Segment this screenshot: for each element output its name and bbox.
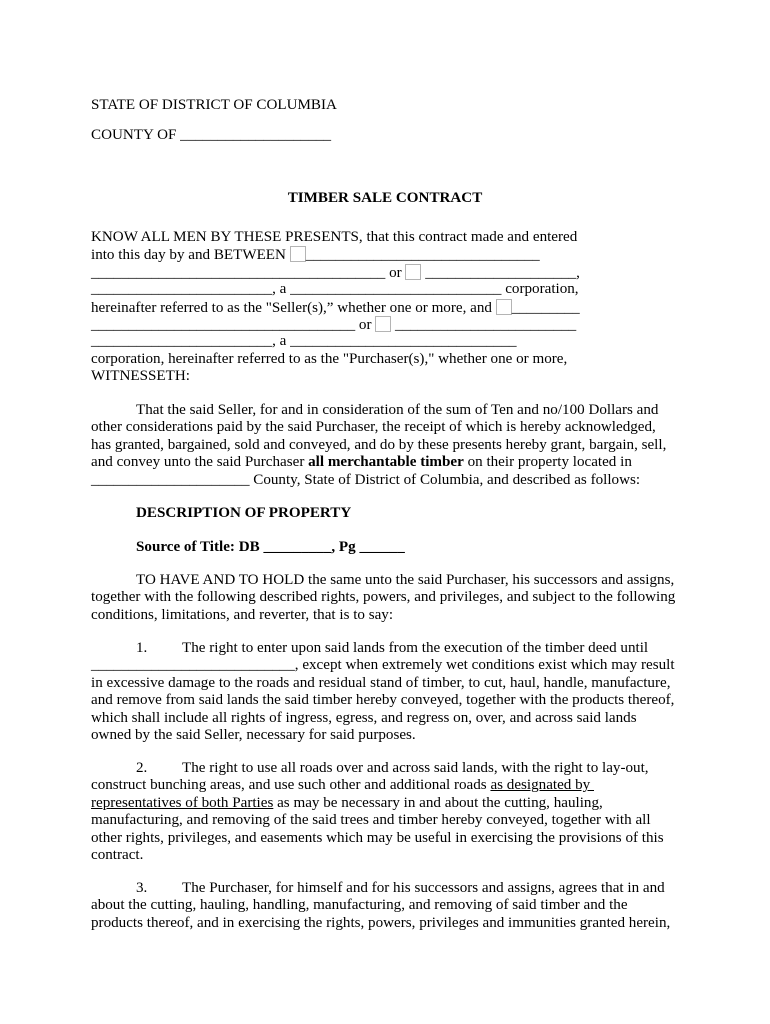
paragraph-line: That the said Seller, for and in consideration of the sum of Ten and no/100 Dollars and (136, 402, 659, 418)
clause-line: other rights, privileges, and easements which may be useful in exercising the provisions of this (91, 829, 664, 846)
paragraph-line: TO HAVE AND TO HOLD the same unto the said Purchaser, his successors and assigns, (136, 572, 675, 588)
clause-2 (91, 760, 679, 864)
parties-line: ________________________, a ____________________________ corporation, (91, 281, 579, 298)
clause-number: 2. (136, 760, 148, 776)
purchaser-name-blank: _________ (511, 299, 580, 316)
clause-line: ___________________________, except when extremely wet conditions exist which may result (91, 657, 675, 674)
purchaser-checkbox-2[interactable] (375, 316, 391, 332)
paragraph-line: _____________________ County, State of District of Columbia, and described as follows: (91, 471, 641, 488)
paragraph-line (91, 454, 679, 471)
paragraph-line: conditions, limitations, and reverter, that is to say: (91, 606, 394, 623)
parties-line: corporation, hereinafter referred to as the "Purchaser(s)," whether one or more, (91, 350, 568, 367)
clause-line: which shall include all rights of ingress, egress, and regress on, over, and across said lands (91, 709, 637, 726)
clause-line: contract. (91, 846, 144, 863)
description-heading: DESCRIPTION OF PROPERTY (136, 505, 352, 521)
clause-line: manufacturing, and removing of the said trees and timber hereby conveyed, together with all (91, 812, 651, 829)
parties-line (91, 299, 679, 316)
text-segment: ___________________________________ or (91, 316, 376, 333)
clause-number: 3. (136, 880, 148, 896)
county-heading (91, 127, 679, 144)
text-segment: as may be necessary in and about the cutting, hauling, (273, 794, 603, 811)
habendum-paragraph (91, 572, 679, 624)
merchantable-timber-emphasis: all merchantable timber (308, 454, 464, 471)
parties-line: KNOW ALL MEN BY THESE PRESENTS, that this contract made and entered (91, 229, 578, 245)
clause-line (91, 777, 679, 794)
clause-line (91, 795, 679, 812)
text-segment: and convey unto the said Purchaser (91, 454, 309, 471)
seller-checkbox-1[interactable] (290, 246, 306, 262)
paragraph-line: together with the following described rights, powers, and privileges, and subject to the following (91, 589, 676, 606)
state-heading (91, 97, 679, 114)
seller-name-blank: _______________________________ (305, 247, 540, 264)
clause-line: and remove from said lands the said timber hereby conveyed, together with the products thereof, (91, 692, 675, 709)
text-segment: _______________________________________ or (91, 264, 406, 281)
consideration-paragraph (91, 402, 679, 489)
text-segment: hereinafter referred to as the "Seller(s),” whether one or more, and (91, 299, 496, 316)
purchaser-checkbox-1[interactable] (496, 299, 512, 315)
text-segment: The Purchaser, for himself and for his successors and assigns, agrees that in and (182, 880, 665, 896)
parties-line (91, 264, 679, 281)
source-of-title-block (91, 539, 679, 556)
clause-line (91, 760, 679, 777)
clause-line: products thereof, and in exercising the rights, powers, privileges and immunities granted herein, (91, 914, 671, 931)
text-segment: ________________________ (391, 316, 577, 333)
clause-1 (91, 640, 679, 744)
text-segment: on their property located in (463, 454, 632, 471)
clause-line (91, 880, 679, 897)
contract-title: TIMBER SALE CONTRACT (287, 190, 483, 206)
clause-line: about the cutting, hauling, handling, manufacturing, and removing of said timber and the (91, 897, 628, 914)
clause-number: 1. (136, 640, 148, 656)
parties-clause (91, 229, 679, 386)
witnesseth-line: WITNESSETH: (91, 368, 190, 385)
clause-line (91, 640, 679, 657)
clause-3 (91, 880, 679, 932)
state-line: STATE OF DISTRICT OF COLUMBIA (91, 97, 337, 113)
text-segment: into this day by and BETWEEN (91, 247, 290, 264)
description-heading-block (91, 505, 679, 522)
paragraph-line: other considerations paid by the said Purchaser, the receipt of which is hereby acknowledged, (91, 419, 656, 436)
parties-line: ________________________, a ______________________________ (91, 333, 517, 350)
source-of-title: Source of Title: DB _________, Pg ______ (136, 539, 405, 555)
clause-line: owned by the said Seller, necessary for said purposes. (91, 726, 416, 743)
county-line: COUNTY OF ____________________ (91, 127, 332, 143)
clause-line: in excessive damage to the roads and residual stand of timber, to cut, haul, handle, manufacture, (91, 674, 671, 691)
underlined-text: as designated by (490, 777, 594, 794)
contract-title-block (91, 190, 679, 207)
underlined-text: representatives of both Parties (91, 794, 274, 811)
parties-line (91, 246, 679, 263)
parties-line (91, 316, 679, 333)
text-segment: The right to use all roads over and across said lands, with the right to lay-out, (182, 760, 649, 776)
text-segment: ____________________, (421, 264, 580, 281)
seller-checkbox-2[interactable] (405, 264, 421, 280)
text-segment: construct bunching areas, and use such other and additional roads (91, 777, 491, 794)
text-segment: The right to enter upon said lands from the execution of the timber deed until (182, 640, 649, 656)
paragraph-line: has granted, bargained, sold and conveyed, and do by these presents hereby grant, bargain, sell, (91, 436, 667, 453)
